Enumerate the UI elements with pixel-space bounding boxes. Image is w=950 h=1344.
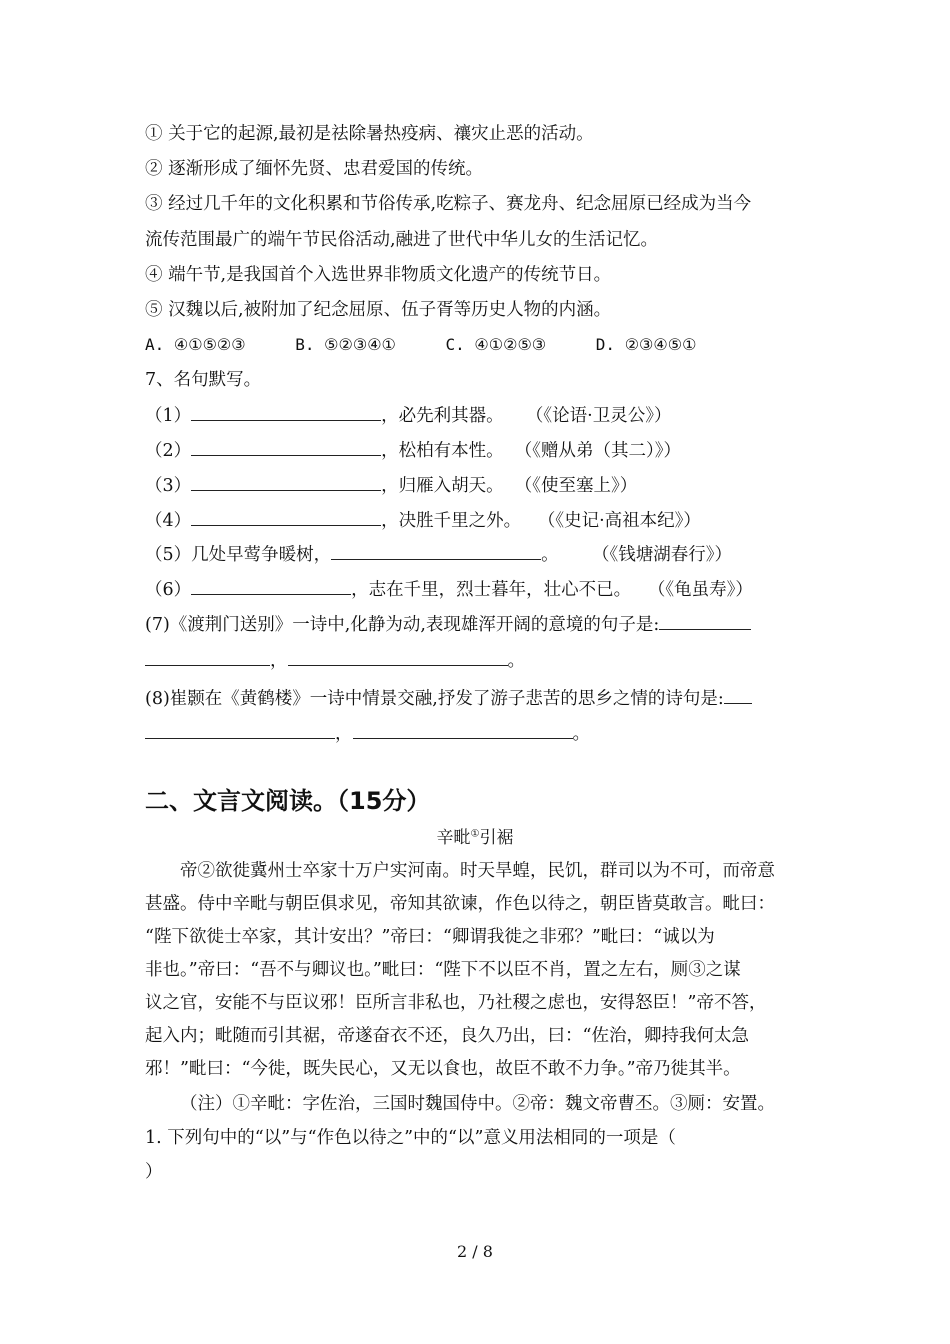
- fill-blank[interactable]: [191, 507, 381, 526]
- passage-line-5: 议之官，安能不与臣议邪！臣所言非私也，乃社稷之虑也，安得怒臣！”帝不答，: [145, 993, 767, 1013]
- fill-blank[interactable]: [191, 472, 381, 491]
- option-a[interactable]: A. ④①⑤②③: [145, 335, 246, 354]
- q1-prompt: 1. 下列句中的“以”与“作色以待之”中的“以”意义用法相同的一项是（: [145, 1128, 676, 1148]
- q7-8-answer: ， 。: [145, 720, 810, 746]
- passage-line-6: 起入内；毗随而引其裾，帝遂奋衣不还，良久乃出，曰：“佐治，卿持我何太急: [145, 1026, 749, 1046]
- fill-blank[interactable]: [724, 685, 752, 704]
- item-3b: 流传范围最广的端午节民俗活动,融进了世代中华儿女的生活记忆。: [145, 230, 659, 250]
- fill-blank[interactable]: [145, 720, 335, 739]
- q1-prompt-end: ）: [145, 1162, 163, 1182]
- q7-line-1: （1） ，必先利其器。 （《论语·卫灵公》）: [145, 402, 810, 428]
- page-number: 2 / 8: [457, 1242, 493, 1261]
- answer-options: [145, 333, 810, 357]
- passage-line-2: 甚盛。侍中辛毗与朝臣俱求见，帝知其欲谏，作色以待之，朝臣皆莫敢言。毗曰：: [145, 894, 775, 914]
- option-d: D. ②③④⑤①: [595, 335, 697, 354]
- section-heading: 二、文言文阅读。（15分）: [145, 787, 431, 815]
- item-5: ⑤ 汉魏以后,被附加了纪念屈原、伍子胥等历史人物的内涵。: [145, 300, 612, 320]
- option-b[interactable]: B. ⑤②③④①: [295, 335, 396, 354]
- fill-blank[interactable]: [145, 647, 270, 666]
- item-2: ② 逐渐形成了缅怀先贤、忠君爱国的传统。: [145, 159, 484, 179]
- fill-blank[interactable]: [191, 576, 351, 595]
- fill-blank[interactable]: [331, 541, 541, 560]
- fill-blank[interactable]: [191, 437, 381, 456]
- q7-7-prompt: (7)《渡荆门送别》一诗中,化静为动,表现雄浑开阔的意境的句子是:: [145, 611, 810, 637]
- q7-line-4: （4） ，决胜千里之外。 （《史记·高祖本纪》）: [145, 507, 810, 533]
- item-1: ① 关于它的起源,最初是祛除暑热疫病、禳灾止恶的活动。: [145, 124, 594, 144]
- fill-blank[interactable]: [353, 720, 573, 739]
- item-4: ④ 端午节,是我国首个入选世界非物质文化遗产的传统节日。: [145, 265, 612, 285]
- fill-blank[interactable]: [191, 402, 381, 421]
- q7-7-answer: ， 。: [145, 647, 810, 673]
- passage-line-3: “陛下欲徙士卒家，其计安出？”帝曰：“卿谓我徙之非邪？”毗曰：“诚以为: [145, 927, 715, 947]
- fill-blank[interactable]: [288, 647, 508, 666]
- q7-line-3: （3） ，归雁入胡天。 （《使至塞上》）: [145, 472, 810, 498]
- passage-title: 辛毗①引裾: [436, 828, 514, 848]
- q7-title: 7、名句默写。: [145, 370, 262, 390]
- item-3a: ③ 经过几千年的文化积累和节俗传承,吃粽子、赛龙舟、纪念屈原已经成为当今: [145, 194, 752, 214]
- fill-blank[interactable]: [659, 611, 751, 630]
- passage-note: （注）①辛毗：字佐治，三国时魏国侍中。②帝：魏文帝曹丕。③厕：安置。: [180, 1094, 775, 1114]
- passage-line-7: 邪！”毗曰：“今徙，既失民心，又无以食也，故臣不敢不力争。”帝乃徙其半。: [145, 1059, 741, 1079]
- q7-8-prompt: (8)崔颢在《黄鹤楼》一诗中情景交融,抒发了游子悲苦的思乡之情的诗句是:: [145, 685, 810, 711]
- passage-line-1: 帝②欲徙冀州士卒家十万户实河南。时天旱蝗，民饥，群司以为不可，而帝意: [180, 861, 775, 881]
- q7-line-6: （6） ，志在千里，烈士暮年，壮心不已。 （《龟虽寿》）: [145, 576, 810, 602]
- passage-line-4: 非也。”帝曰：“吾不与卿议也。”毗曰：“陛下不以臣不肖，置之左右，厕③之谋: [145, 960, 741, 980]
- q7-line-5: （5）几处早莺争暖树， 。 （《钱塘湖春行》）: [145, 541, 810, 567]
- q7-line-2: （2） ，松柏有本性。 （《赠从弟（其二）》）: [145, 437, 810, 463]
- option-c[interactable]: C. ④①②⑤③: [445, 335, 547, 354]
